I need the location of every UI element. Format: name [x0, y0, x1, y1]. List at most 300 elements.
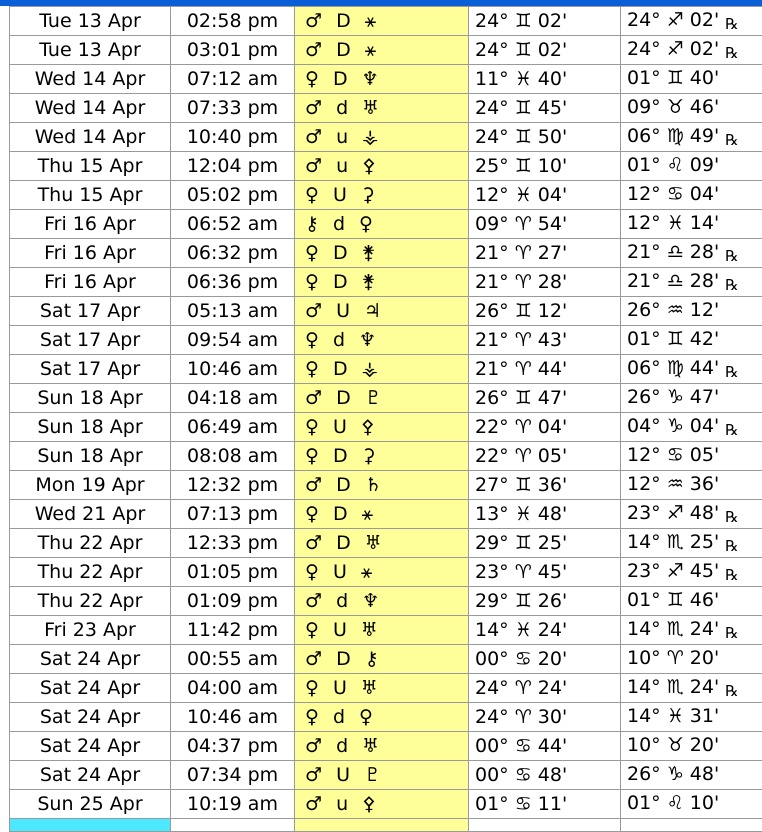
- aspect-cell-text: ⚷ d ♀: [305, 213, 377, 235]
- aspect-cell: [295, 732, 469, 761]
- table-row[interactable]: [10, 36, 762, 65]
- date-cell: [10, 36, 171, 65]
- time-cell: [171, 790, 295, 819]
- aspect-cell: [295, 413, 469, 442]
- position-cell-text: 29° ♊ 25': [475, 532, 567, 554]
- position2-cell-text: 01° ♊ 42': [627, 328, 719, 350]
- position-cell-text: 01° ♋ 11': [475, 793, 567, 815]
- position2-cell-text: 23° ♐ 48': [627, 502, 719, 524]
- position-cell: [469, 326, 621, 355]
- position-cell-text: 12° ♓ 04': [475, 184, 567, 206]
- date-cell: [10, 181, 171, 210]
- time-cell: [171, 587, 295, 616]
- position2-cell: [621, 529, 762, 558]
- date-cell-text: Sat 17 Apr: [40, 358, 140, 380]
- retrograde-marker: ℞: [725, 15, 738, 33]
- table-row[interactable]: [10, 471, 762, 500]
- position-cell: [469, 268, 621, 297]
- table-row[interactable]: [10, 703, 762, 732]
- table-row[interactable]: [10, 65, 762, 94]
- time-cell-text: 12:33 pm: [187, 532, 278, 554]
- retrograde-marker: ℞: [725, 363, 738, 381]
- date-cell: [10, 65, 171, 94]
- position2-cell-text: 12° ♓ 14': [627, 212, 719, 234]
- position-cell-text: 14° ♓ 24': [475, 619, 567, 641]
- position-cell-text: 21° ♈ 27': [475, 242, 567, 264]
- position-cell: [469, 210, 621, 239]
- date-cell-text: Sun 18 Apr: [37, 416, 142, 438]
- position2-cell: [621, 500, 762, 529]
- position-cell: [469, 152, 621, 181]
- retrograde-marker: ℞: [725, 276, 738, 294]
- date-cell-text: Sat 17 Apr: [40, 300, 140, 322]
- date-cell-text: Sat 24 Apr: [40, 706, 140, 728]
- date-cell-text: Sat 24 Apr: [40, 764, 140, 786]
- date-cell-text: Wed 21 Apr: [35, 503, 146, 525]
- position-cell: [469, 500, 621, 529]
- table-row[interactable]: [10, 674, 762, 703]
- aspect-cell-text: ♀ D ⚵: [305, 242, 380, 264]
- aspect-cell: [295, 529, 469, 558]
- time-cell-text: 12:04 pm: [187, 155, 278, 177]
- aspect-cell-text: ♂ u ⚴: [305, 155, 380, 177]
- position-cell: [469, 413, 621, 442]
- time-cell: [171, 645, 295, 674]
- position2-cell-text: 14° ♏ 25': [627, 531, 719, 553]
- time-cell: [171, 732, 295, 761]
- time-cell-text: 07:12 am: [187, 68, 278, 90]
- position-cell-text: 00° ♋ 44': [475, 735, 567, 757]
- position2-cell: [621, 558, 762, 587]
- aspect-cell: [295, 674, 469, 703]
- position2-cell: [621, 326, 762, 355]
- position2-cell-text: 12° ♋ 05': [627, 444, 719, 466]
- aspect-cell-text: ♀ d ♀: [305, 706, 377, 728]
- time-cell-text: 01:09 pm: [187, 590, 278, 612]
- position-cell: [469, 181, 621, 210]
- position2-cell-text: 21° ♎ 28': [627, 270, 719, 292]
- table-row[interactable]: [10, 239, 762, 268]
- aspect-cell: [295, 36, 469, 65]
- table-row[interactable]: [10, 558, 762, 587]
- position-cell: [469, 674, 621, 703]
- time-cell-text: 06:32 pm: [187, 242, 278, 264]
- table-row[interactable]: [10, 355, 762, 384]
- date-cell: [10, 384, 171, 413]
- date-cell: [10, 790, 171, 819]
- date-cell: [10, 471, 171, 500]
- table-row[interactable]: [10, 645, 762, 674]
- position2-cell: [621, 732, 762, 761]
- date-cell: [10, 297, 171, 326]
- position-cell-text: 24° ♊ 45': [475, 97, 567, 119]
- table-row[interactable]: [10, 326, 762, 355]
- time-cell-text: 10:40 pm: [187, 126, 278, 148]
- aspect-cell-text: ♂ d ♅: [305, 97, 383, 119]
- time-cell: [171, 761, 295, 790]
- table-row[interactable]: [10, 616, 762, 645]
- position2-cell: [621, 471, 762, 500]
- position2-cell-text: 01° ♊ 40': [627, 67, 719, 89]
- aspect-cell-text: ♀ U ♅: [305, 677, 382, 699]
- date-cell-text: Fri 23 Apr: [44, 619, 136, 641]
- aspect-cell-text: ♂ U ♃: [305, 300, 385, 322]
- position2-cell-text: 09° ♉ 46': [627, 96, 719, 118]
- table-row[interactable]: [10, 152, 762, 181]
- time-cell-text: 02:58 pm: [187, 10, 278, 32]
- position2-cell: [621, 645, 762, 674]
- aspect-cell-text: ♀ d ♆: [305, 329, 380, 351]
- date-cell-text: Fri 16 Apr: [44, 242, 136, 264]
- table-row[interactable]: [10, 587, 762, 616]
- aspect-cell: [295, 442, 469, 471]
- aspect-cell-text: ♂ u ⚶: [305, 126, 382, 148]
- position-cell-text: 27° ♊ 36': [475, 474, 567, 496]
- time-cell: [171, 558, 295, 587]
- date-cell: [10, 645, 171, 674]
- aspect-cell: [295, 268, 469, 297]
- date-cell: [10, 674, 171, 703]
- retrograde-marker: ℞: [725, 247, 738, 265]
- date-cell-text: Thu 15 Apr: [38, 155, 143, 177]
- aspect-cell: [295, 703, 469, 732]
- position-cell: [469, 36, 621, 65]
- position-cell-text: 00° ♋ 20': [475, 648, 567, 670]
- position-cell: [469, 297, 621, 326]
- time-cell: [171, 36, 295, 65]
- date-cell-text: Sun 18 Apr: [37, 387, 142, 409]
- position2-cell: [621, 94, 762, 123]
- retrograde-marker: ℞: [725, 508, 738, 526]
- time-cell: [171, 529, 295, 558]
- time-cell: [171, 384, 295, 413]
- position2-cell: [621, 268, 762, 297]
- position2-cell-text: 12° ♋ 04': [627, 183, 719, 205]
- position2-cell: [621, 181, 762, 210]
- date-cell-text: Wed 14 Apr: [35, 97, 146, 119]
- retrograde-marker: ℞: [725, 537, 738, 555]
- table-row[interactable]: [10, 790, 762, 819]
- time-cell: [171, 65, 295, 94]
- time-cell-text: 07:33 pm: [187, 97, 278, 119]
- aspect-cell: [295, 761, 469, 790]
- aspect-cell: [295, 616, 469, 645]
- partial-cell: [171, 819, 295, 832]
- time-cell-text: 05:13 am: [187, 300, 278, 322]
- time-cell-text: 05:02 pm: [187, 184, 278, 206]
- date-cell-text: Sat 17 Apr: [40, 329, 140, 351]
- retrograde-marker: ℞: [725, 131, 738, 149]
- table-row[interactable]: [10, 500, 762, 529]
- time-cell: [171, 471, 295, 500]
- retrograde-marker: ℞: [725, 44, 738, 62]
- date-cell: [10, 442, 171, 471]
- position2-cell-text: 26° ♑ 47': [627, 386, 719, 408]
- aspect-cell-text: ♂ u ⚴: [305, 793, 380, 815]
- position-cell-text: 21° ♈ 43': [475, 329, 567, 351]
- time-cell-text: 11:42 pm: [187, 619, 278, 641]
- aspect-cell-text: ♀ U ⚳: [305, 184, 379, 206]
- table-row[interactable]: [10, 384, 762, 413]
- position2-cell-text: 14° ♓ 31': [627, 705, 719, 727]
- time-cell-text: 12:32 pm: [187, 474, 278, 496]
- aspect-cell-text: ♀ D ⚵: [305, 271, 380, 293]
- position2-cell: [621, 761, 762, 790]
- date-cell-text: Sun 25 Apr: [37, 793, 142, 815]
- position2-cell: [621, 442, 762, 471]
- date-cell: [10, 94, 171, 123]
- retrograde-marker: ℞: [725, 566, 738, 584]
- position-cell: [469, 616, 621, 645]
- aspect-cell: [295, 355, 469, 384]
- time-cell-text: 04:18 am: [187, 387, 278, 409]
- position2-cell: [621, 790, 762, 819]
- table-row[interactable]: [10, 123, 762, 152]
- table-row[interactable]: [10, 297, 762, 326]
- position-cell-text: 13° ♓ 48': [475, 503, 567, 525]
- aspect-cell: [295, 790, 469, 819]
- date-cell-text: Fri 16 Apr: [44, 271, 136, 293]
- date-cell: [10, 558, 171, 587]
- time-cell-text: 10:46 am: [187, 706, 278, 728]
- aspect-cell: [295, 384, 469, 413]
- position2-cell: [621, 152, 762, 181]
- time-cell-text: 07:13 pm: [187, 503, 278, 525]
- retrograde-marker: ℞: [725, 421, 738, 439]
- date-cell: [10, 500, 171, 529]
- date-cell: [10, 529, 171, 558]
- aspect-cell-text: ♂ d ♅: [305, 735, 383, 757]
- position-cell: [469, 761, 621, 790]
- time-cell-text: 03:01 pm: [187, 39, 278, 61]
- position-cell: [469, 94, 621, 123]
- position-cell: [469, 790, 621, 819]
- aspect-cell: [295, 152, 469, 181]
- position2-cell: [621, 36, 762, 65]
- position-cell-text: 24° ♈ 24': [475, 677, 567, 699]
- position-cell-text: 23° ♈ 45': [475, 561, 567, 583]
- aspect-cell: [295, 500, 469, 529]
- aspect-cell-text: ♂ D ♇: [305, 387, 386, 409]
- position2-cell-text: 14° ♏ 24': [627, 618, 719, 640]
- position-cell-text: 00° ♋ 48': [475, 764, 567, 786]
- position2-cell: [621, 65, 762, 94]
- position-cell-text: 22° ♈ 04': [475, 416, 567, 438]
- position-cell: [469, 471, 621, 500]
- date-cell: [10, 413, 171, 442]
- position2-cell-text: 10° ♈ 20': [627, 647, 719, 669]
- retrograde-marker: ℞: [725, 682, 738, 700]
- time-cell: [171, 297, 295, 326]
- position-cell-text: 24° ♈ 30': [475, 706, 567, 728]
- date-cell: [10, 703, 171, 732]
- time-cell-text: 06:36 pm: [187, 271, 278, 293]
- aspect-cell-text: ♂ D ⚹: [305, 10, 380, 32]
- date-cell-text: Sat 24 Apr: [40, 648, 140, 670]
- position2-cell-text: 24° ♐ 02': [627, 38, 719, 60]
- table-row[interactable]: [10, 94, 762, 123]
- time-cell-text: 06:49 am: [187, 416, 278, 438]
- time-cell-text: 00:55 am: [187, 648, 278, 670]
- aspect-cell-text: ♂ D ⚷: [305, 648, 383, 670]
- position2-cell-text: 14° ♏ 24': [627, 676, 719, 698]
- position2-cell-text: 23° ♐ 45': [627, 560, 719, 582]
- time-cell: [171, 355, 295, 384]
- position2-cell-text: 06° ♍ 44': [627, 357, 719, 379]
- date-cell-text: Thu 22 Apr: [38, 561, 143, 583]
- position2-cell: [621, 703, 762, 732]
- position2-cell: [621, 674, 762, 703]
- table-row[interactable]: [10, 442, 762, 471]
- position2-cell-text: 24° ♐ 02': [627, 9, 719, 31]
- date-cell-text: Wed 14 Apr: [35, 68, 146, 90]
- position2-cell-text: 04° ♑ 04': [627, 415, 719, 437]
- position-cell-text: 29° ♊ 26': [475, 590, 567, 612]
- date-cell-text: Tue 13 Apr: [39, 39, 141, 61]
- aspect-cell: [295, 239, 469, 268]
- time-cell: [171, 703, 295, 732]
- aspect-cell-text: ♂ D ♅: [305, 532, 386, 554]
- time-cell-text: 08:08 am: [187, 445, 278, 467]
- position-cell-text: 25° ♊ 10': [475, 155, 567, 177]
- date-cell: [10, 355, 171, 384]
- aspect-cell-text: ♂ U ♇: [305, 764, 385, 786]
- aspect-cell-text: ♀ D ⚳: [305, 445, 380, 467]
- position2-cell-text: 21° ♎ 28': [627, 241, 719, 263]
- position2-cell: [621, 355, 762, 384]
- time-cell-text: 04:00 am: [187, 677, 278, 699]
- table-row[interactable]: [10, 268, 762, 297]
- aspect-cell-text: ♀ U ⚹: [305, 561, 376, 583]
- partial-cell: [10, 819, 171, 832]
- table-row[interactable]: [10, 7, 762, 36]
- position2-cell: [621, 7, 762, 36]
- position2-cell: [621, 297, 762, 326]
- aspect-cell-text: ♀ D ⚶: [305, 358, 382, 380]
- time-cell: [171, 616, 295, 645]
- retrograde-marker: ℞: [725, 624, 738, 642]
- time-cell-text: 07:34 pm: [187, 764, 278, 786]
- date-cell: [10, 587, 171, 616]
- aspect-cell: [295, 558, 469, 587]
- position2-cell: [621, 123, 762, 152]
- position2-cell: [621, 587, 762, 616]
- table-row[interactable]: [10, 761, 762, 790]
- position2-cell-text: 06° ♍ 49': [627, 125, 719, 147]
- time-cell: [171, 326, 295, 355]
- aspect-cell-text: ♂ d ♆: [305, 590, 383, 612]
- position-cell: [469, 587, 621, 616]
- position2-cell-text: 10° ♉ 20': [627, 734, 719, 756]
- position2-cell-text: 26° ♒ 12': [627, 299, 719, 321]
- time-cell: [171, 268, 295, 297]
- aspect-cell: [295, 65, 469, 94]
- table-row[interactable]: [10, 181, 762, 210]
- aspect-cell: [295, 7, 469, 36]
- position2-cell-text: 01° ♌ 10': [627, 792, 719, 814]
- aspect-cell: [295, 587, 469, 616]
- position-cell: [469, 703, 621, 732]
- position-cell: [469, 355, 621, 384]
- position2-cell: [621, 616, 762, 645]
- date-cell: [10, 616, 171, 645]
- aspect-cell-text: ♂ D ♄: [305, 474, 386, 496]
- position-cell-text: 24° ♊ 02': [475, 10, 567, 32]
- time-cell: [171, 442, 295, 471]
- partial-cell: [295, 819, 469, 832]
- date-cell: [10, 326, 171, 355]
- position-cell: [469, 645, 621, 674]
- date-cell-text: Sat 24 Apr: [40, 677, 140, 699]
- position-cell-text: 11° ♓ 40': [475, 68, 567, 90]
- aspect-cell: [295, 645, 469, 674]
- position-cell-text: 24° ♊ 50': [475, 126, 567, 148]
- table-row[interactable]: [10, 529, 762, 558]
- aspect-cell: [295, 123, 469, 152]
- position2-cell-text: 12° ♒ 36': [627, 473, 719, 495]
- time-cell: [171, 210, 295, 239]
- date-cell: [10, 210, 171, 239]
- date-cell-text: Mon 19 Apr: [35, 474, 144, 496]
- time-cell-text: 01:05 pm: [187, 561, 278, 583]
- date-cell: [10, 239, 171, 268]
- position-cell-text: 26° ♊ 12': [475, 300, 567, 322]
- time-cell: [171, 152, 295, 181]
- position-cell: [469, 65, 621, 94]
- date-cell: [10, 7, 171, 36]
- position2-cell-text: 01° ♌ 09': [627, 154, 719, 176]
- aspect-cell: [295, 326, 469, 355]
- time-cell-text: 10:19 am: [187, 793, 278, 815]
- date-cell: [10, 123, 171, 152]
- time-cell: [171, 7, 295, 36]
- time-cell: [171, 123, 295, 152]
- table-row[interactable]: [10, 732, 762, 761]
- date-cell-text: Wed 14 Apr: [35, 126, 146, 148]
- partial-cell: [621, 819, 762, 832]
- partial-cell: [469, 819, 621, 832]
- aspect-table-body: [10, 7, 762, 832]
- date-cell: [10, 732, 171, 761]
- date-cell: [10, 761, 171, 790]
- time-cell: [171, 239, 295, 268]
- time-cell: [171, 181, 295, 210]
- date-cell-text: Sun 18 Apr: [37, 445, 142, 467]
- date-cell-text: Sat 24 Apr: [40, 735, 140, 757]
- date-cell-text: Thu 15 Apr: [38, 184, 143, 206]
- aspect-cell: [295, 210, 469, 239]
- position-cell: [469, 384, 621, 413]
- aspect-cell: [295, 181, 469, 210]
- position-cell-text: 21° ♈ 28': [475, 271, 567, 293]
- table-row[interactable]: [10, 413, 762, 442]
- time-cell-text: 04:37 pm: [187, 735, 278, 757]
- aspect-cell-text: ♀ D ⚹: [305, 503, 377, 525]
- table-row-partial[interactable]: [10, 819, 762, 832]
- aspect-cell: [295, 471, 469, 500]
- time-cell-text: 09:54 am: [187, 329, 278, 351]
- position2-cell-text: 26° ♑ 48': [627, 763, 719, 785]
- position2-cell: [621, 239, 762, 268]
- table-row[interactable]: [10, 210, 762, 239]
- time-cell: [171, 413, 295, 442]
- aspect-cell: [295, 297, 469, 326]
- position-cell-text: 22° ♈ 05': [475, 445, 567, 467]
- position2-cell: [621, 413, 762, 442]
- time-cell-text: 06:52 am: [187, 213, 278, 235]
- time-cell-text: 10:46 am: [187, 358, 278, 380]
- position-cell-text: 24° ♊ 02': [475, 39, 567, 61]
